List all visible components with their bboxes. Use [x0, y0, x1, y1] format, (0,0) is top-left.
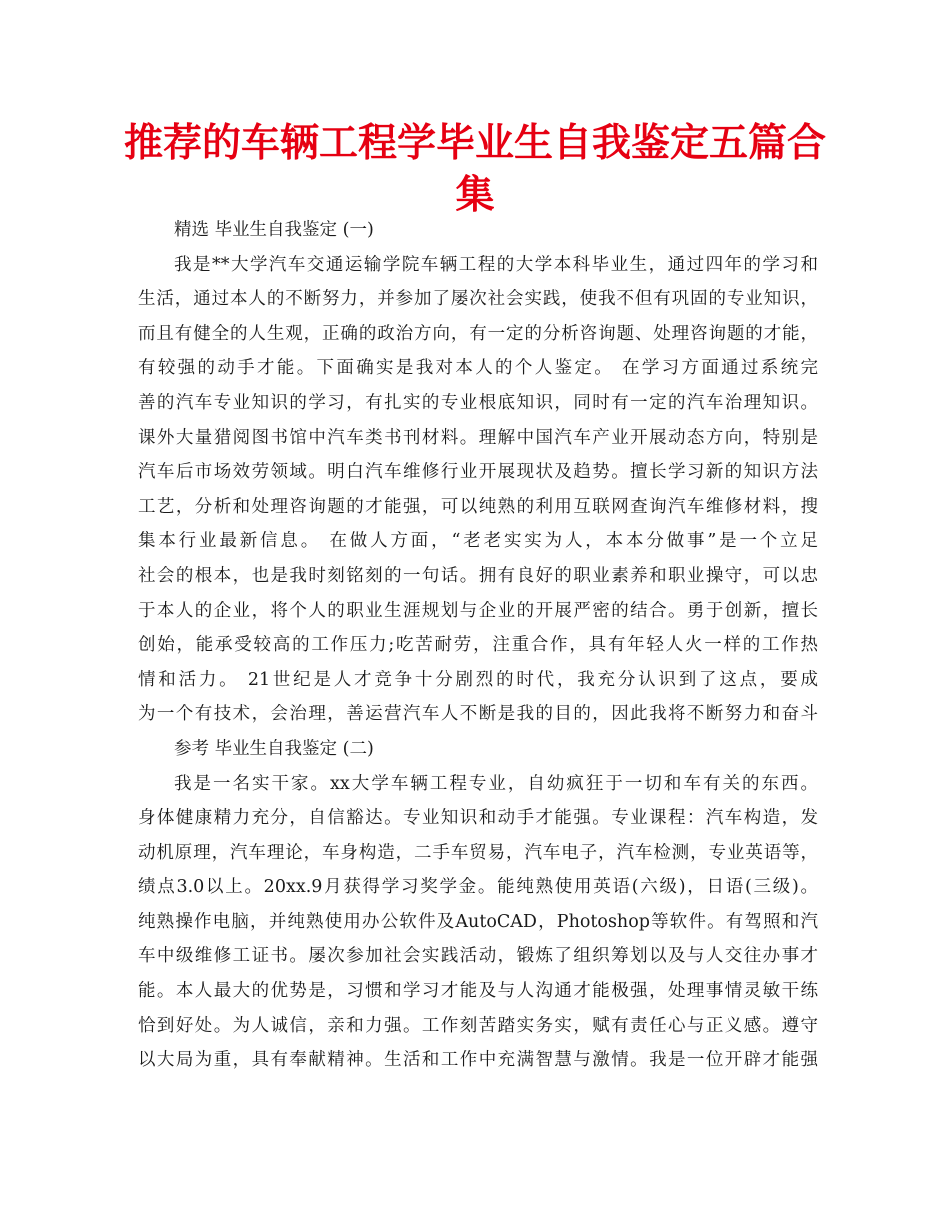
text-line: 为一个有技术，会治理，善运营汽车人不断是我的目的，因此我将不断努力和奋斗 [138, 704, 818, 725]
text-line: 课外大量猎阅图书馆中汽车类书刊材料。理解中国汽车产业开展动态方向，特别是 [138, 427, 818, 448]
text-line: 我是一名实干家。xx大学车辆工程专业，自幼疯狂于一切和车有关的东西。 [174, 773, 818, 794]
text-line: 善的汽车专业知识的学习，有扎实的专业根底知识，同时有一定的汽车治理知识。 [138, 392, 818, 413]
text-line: 创始，能承受较高的工作压力;吃苦耐劳，注重合作，具有年轻人火一样的工作热 [138, 635, 818, 656]
text-line: 车中级维修工证书。屡次参加社会实践活动，锻炼了组织筹划以及与人交往办事才 [138, 946, 818, 967]
text-line: 以大局为重，具有奉献精神。生活和工作中充满智慧与激情。我是一位开辟才能强 [138, 1050, 818, 1071]
document-title: 推荐的车辆工程学毕业生自我鉴定五篇合集 [123, 121, 826, 218]
text-line: 汽车后市场效劳领域。明白汽车维修行业开展现状及趋势。擅长学习新的知识方法 [138, 462, 818, 483]
text-line: 纯熟操作电脑，并纯熟使用办公软件及AutoCAD，Photoshop等软件。有驾照和汽 [138, 911, 818, 932]
text-line: 动机原理，汽车理论，车身构造，二手车贸易，汽车电子，汽车检测，专业英语等， [138, 842, 818, 863]
text-line: 身体健康精力充分，自信豁达。专业知识和动手才能强。专业课程：汽车构造，发 [138, 808, 818, 829]
text-line: 能。本人最大的优势是，习惯和学习才能及与人沟通才能极强，处理事情灵敏干练 [138, 981, 818, 1002]
text-line: 于本人的企业，将个人的职业生涯规划与企业的开展严密的结合。勇于创新，擅长 [138, 600, 818, 621]
text-line: 我是**大学汽车交通运输学院车辆工程的大学本科毕业生，通过四年的学习和 [174, 254, 818, 275]
text-line: 而且有健全的人生观，正确的政治方向，有一定的分析咨询题、处理咨询题的才能， [138, 323, 818, 344]
text-line: 恰到好处。为人诚信，亲和力强。工作刻苦踏实务实，赋有责任心与正义感。遵守 [138, 1015, 818, 1036]
text-line: 工艺，分析和处理咨询题的才能强，可以纯熟的利用互联网查询汽车维修材料，搜 [138, 496, 818, 517]
text-line: 情和活力。 21世纪是人才竞争十分剧烈的时代，我充分认识到了这点，要成 [138, 669, 818, 690]
text-line: 集本行业最新信息。 在做人方面，“老老实实为人，本本分做事”是一个立足 [138, 531, 818, 552]
section-heading-2: 参考 毕业生自我鉴定 (二) [174, 738, 374, 759]
text-line: 社会的根本，也是我时刻铭刻的一句话。拥有良好的职业素养和职业操守，可以忠 [138, 565, 818, 586]
text-line: 有较强的动手才能。下面确实是我对本人的个人鉴定。 在学习方面通过系统完 [138, 358, 818, 379]
document-body [138, 213, 818, 1078]
section-heading-1: 精选 毕业生自我鉴定 (一) [174, 220, 374, 240]
text-line: 生活，通过本人的不断努力，并参加了屡次社会实践，使我不但有巩固的专业知识， [138, 289, 818, 310]
text-line: 绩点3.0以上。20xx.9月获得学习奖学金。能纯熟使用英语(六级)，日语(三级)。 [138, 877, 818, 898]
